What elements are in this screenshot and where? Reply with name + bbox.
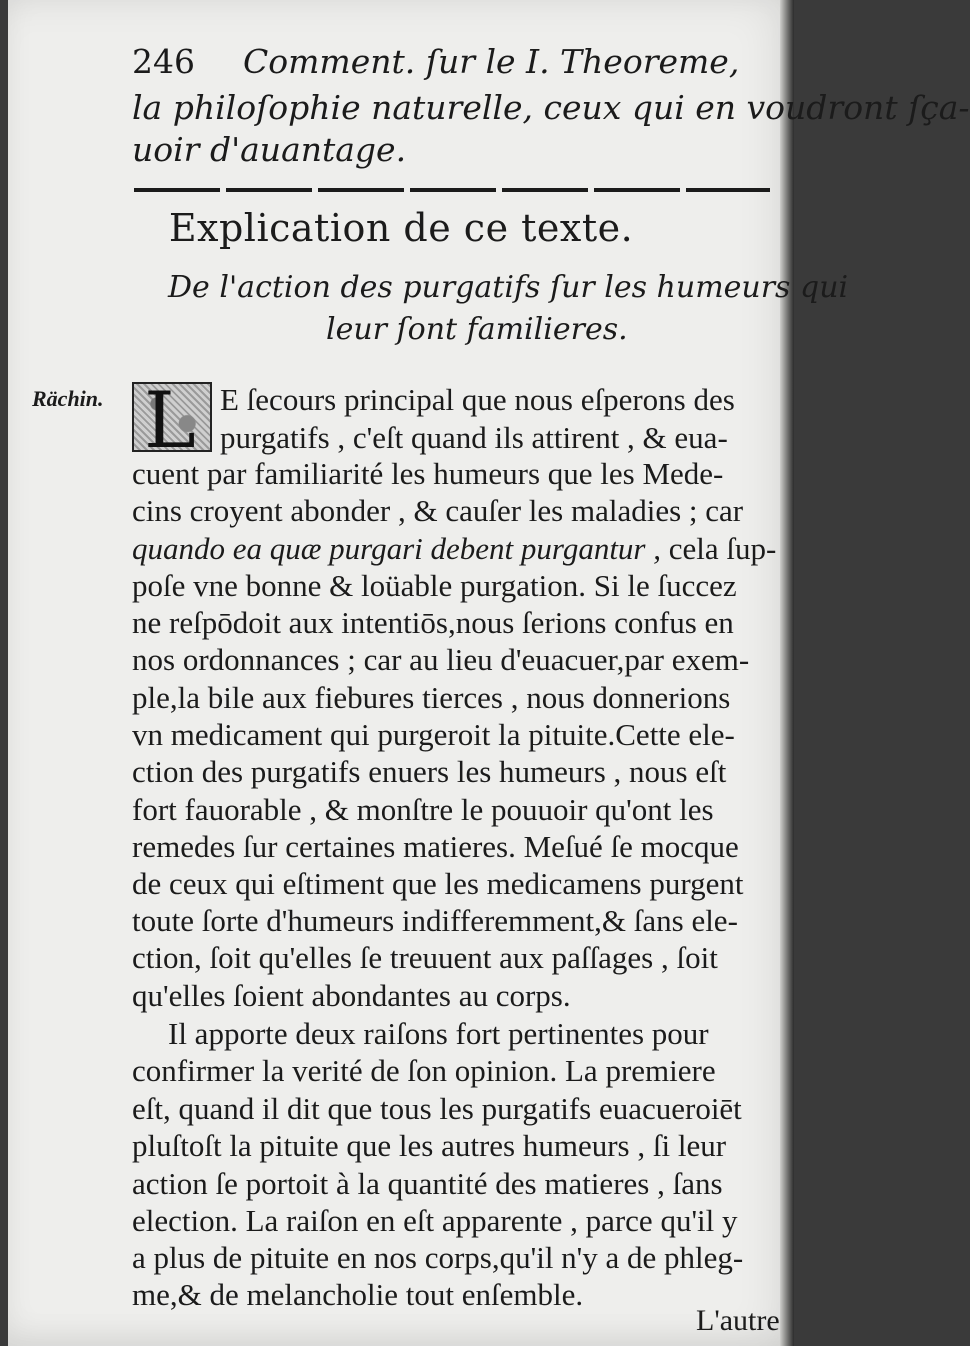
section-subtitle-line: leur ſont familieres. — [326, 312, 628, 347]
book-page — [8, 0, 970, 1346]
body-line: poſe vne bonne & loüable purgation. Si le ſuccez — [132, 568, 737, 603]
marginal-note: Rächin. — [32, 386, 104, 411]
body-line: toute ſorte d'humeurs indifferemment,& ſans ele- — [132, 903, 738, 938]
body-line: election. La raiſon en eſt apparente , parce qu'il y — [132, 1203, 738, 1238]
running-head: Comment. ſur le I. Theoreme, — [243, 42, 740, 81]
body-line: ction, ſoit qu'elles ſe treuuent aux paſſages , ſoit — [132, 940, 718, 975]
body-line-tail: cela ſup- — [668, 531, 777, 566]
body-line: a plus de pituite en nos corps,qu'il n'y a de phleg- — [132, 1240, 744, 1275]
body-line-with-quote — [132, 531, 776, 567]
drop-cap-letter: L — [144, 376, 196, 466]
page-number: 246 — [132, 42, 195, 81]
body-line: ple,la bile aux fiebures tierces , nous donnerions — [132, 680, 731, 715]
body-line: E ſecours principal que nous eſperons des — [220, 382, 735, 417]
body-line: purgatifs , c'eſt quand ils attirent , & eua- — [220, 420, 728, 455]
body-line: action ſe portoit à la quantité des matieres , ſans — [132, 1166, 723, 1201]
section-divider-rule — [134, 188, 770, 192]
body-line: pluſtoſt la pituite que les autres humeurs , ſi leur — [132, 1128, 727, 1163]
page-edge-shadow — [780, 0, 794, 1346]
body-line: Il apporte deux raiſons fort pertinentes pour — [168, 1016, 709, 1051]
body-line: ne reſpōdoit aux intentiōs,nous ſerions confus en — [132, 605, 734, 640]
body-line: fort fauorable , & monſtre le pouuoir qu'ont les — [132, 792, 714, 827]
body-line: eſt, quand il dit que tous les purgatifs euacueroiēt — [132, 1091, 742, 1126]
body-line: me,& de melancholie tout enſemble. — [132, 1277, 584, 1312]
section-subtitle-line: De l'action des purgatifs ſur les humeurs qui — [168, 270, 849, 305]
header-text-line: uoir d'auantage. — [132, 130, 407, 169]
body-line: nos ordonnances ; car au lieu d'euacuer,par exem- — [132, 642, 750, 677]
body-line: remedes ſur certaines matieres. Meſué ſe mocque — [132, 829, 739, 864]
body-line: de ceux qui eſtiment que les medicamens purgent — [132, 866, 744, 901]
latin-quote: quando ea quæ purgari debent purgantur , — [132, 531, 661, 566]
running-header — [132, 42, 739, 81]
body-line: cins croyent abonder , & cauſer les maladies ; car — [132, 493, 744, 528]
body-line: vn medicament qui purgeroit la pituite.Cette ele- — [132, 717, 735, 752]
body-line: qu'elles ſoient abondantes au corps. — [132, 978, 571, 1013]
body-line: cuent par familiarité les humeurs que les Mede- — [132, 456, 724, 491]
catchword: L'autre — [696, 1304, 780, 1337]
header-text-line: la philoſophie naturelle, ceux qui en voudront ſça- — [132, 88, 970, 127]
decorated-initial — [132, 376, 212, 466]
body-line: confirmer la verité de ſon opinion. La premiere — [132, 1053, 716, 1088]
body-line: ction des purgatifs enuers les humeurs , nous eſt — [132, 754, 727, 789]
section-title: Explication de ce texte. — [168, 206, 634, 250]
